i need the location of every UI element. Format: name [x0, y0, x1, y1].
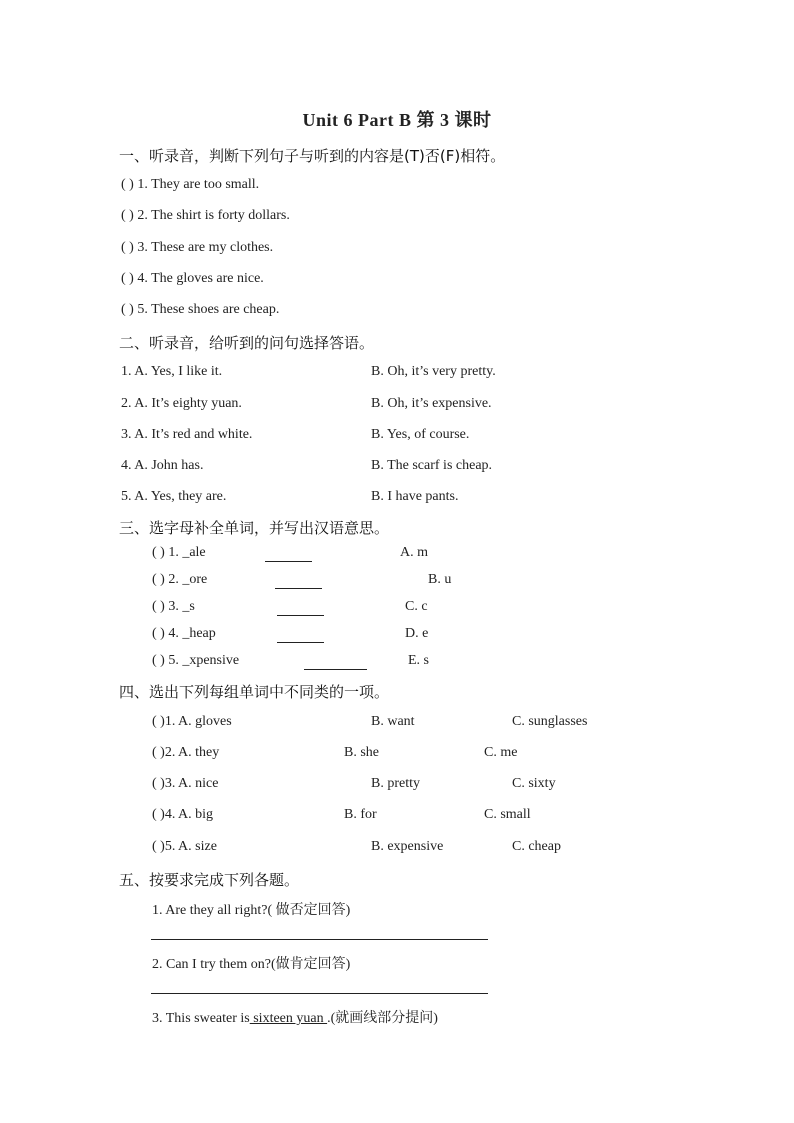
s3-option-b: B. u — [428, 572, 452, 587]
s4-item-4-b: B. for — [344, 807, 377, 822]
page-title: Unit 6 Part B 第 3 课时 — [302, 110, 492, 130]
s3-meaning-blank-1[interactable] — [265, 547, 312, 562]
s5-question-3-prefix: 3. This sweater is — [152, 1011, 250, 1026]
s3-meaning-blank-2[interactable] — [275, 574, 322, 589]
s3-option-d: D. e — [405, 626, 429, 641]
s1-item-1: ( ) 1. They are too small. — [121, 177, 260, 192]
s3-item-2: ( ) 2. _ore — [152, 572, 208, 587]
s1-item-4: ( ) 4. The gloves are nice. — [121, 271, 264, 286]
s3-item-5: ( ) 5. _xpensive — [152, 653, 240, 668]
s4-item-1-c: C. sunglasses — [512, 714, 588, 729]
s4-item-2-a: ( )2. A. they — [152, 745, 220, 760]
s4-item-1-a: ( )1. A. gloves — [152, 714, 232, 729]
s5-question-3-suffix: .(就画线部分提问) — [327, 1011, 438, 1026]
s1-item-2: ( ) 2. The shirt is forty dollars. — [121, 208, 290, 223]
s2-item-2-a: 2. A. It’s eighty yuan. — [121, 396, 242, 411]
s4-item-5-a: ( )5. A. size — [152, 839, 217, 854]
s3-meaning-blank-5[interactable] — [304, 655, 367, 670]
s5-question-1: 1. Are they all right?( 做否定回答) — [152, 903, 351, 918]
s4-item-3-b: B. pretty — [371, 776, 420, 791]
s3-option-c: C. c — [405, 599, 428, 614]
s4-item-2-c: C. me — [484, 745, 518, 760]
s3-item-1: ( ) 1. _ale — [152, 545, 206, 560]
s2-item-3-b: B. Yes, of course. — [371, 427, 470, 442]
s4-item-1-b: B. want — [371, 714, 415, 729]
s2-item-5-b: B. I have pants. — [371, 489, 459, 504]
section-5-heading: 五、按要求完成下列各题。 — [119, 871, 300, 889]
s2-item-3-a: 3. A. It’s red and white. — [121, 427, 253, 442]
s2-item-1-b: B. Oh, it’s very pretty. — [371, 364, 496, 379]
s5-answer-line-1[interactable] — [151, 939, 488, 940]
s2-item-1-a: 1. A. Yes, I like it. — [121, 364, 223, 379]
section-4-heading: 四、选出下列每组单词中不同类的一项。 — [119, 683, 390, 701]
s4-item-3-a: ( )3. A. nice — [152, 776, 219, 791]
s5-answer-line-2[interactable] — [151, 993, 488, 994]
s5-question-3 — [152, 1007, 438, 1027]
s3-option-a: A. m — [400, 545, 428, 560]
s1-item-3: ( ) 3. These are my clothes. — [121, 240, 274, 255]
s2-item-5-a: 5. A. Yes, they are. — [121, 489, 227, 504]
s4-item-4-a: ( )4. A. big — [152, 807, 214, 822]
section-2-heading: 二、听录音，给听到的问句选择答语。 — [119, 334, 375, 352]
s3-meaning-blank-3[interactable] — [277, 601, 324, 616]
section-3-heading: 三、选字母补全单词，并写出汉语意思。 — [119, 519, 390, 537]
s3-item-4: ( ) 4. _heap — [152, 626, 216, 641]
s5-question-2: 2. Can I try them on?(做肯定回答) — [152, 957, 351, 972]
s4-item-3-c: C. sixty — [512, 776, 556, 791]
s4-item-4-c: C. small — [484, 807, 531, 822]
s4-item-5-c: C. cheap — [512, 839, 561, 854]
s2-item-4-b: B. The scarf is cheap. — [371, 458, 493, 473]
section-1-heading: 一、听录音，判断下列句子与听到的内容是(T)否(F)相符。 — [119, 147, 506, 165]
s3-item-3: ( ) 3. _s — [152, 599, 195, 614]
s2-item-4-a: 4. A. John has. — [121, 458, 204, 473]
s3-option-e: E. s — [408, 653, 429, 668]
s4-item-2-b: B. she — [344, 745, 379, 760]
s3-meaning-blank-4[interactable] — [277, 628, 324, 643]
s1-item-5: ( ) 5. These shoes are cheap. — [121, 302, 280, 317]
s2-item-2-b: B. Oh, it’s expensive. — [371, 396, 492, 411]
s4-item-5-b: B. expensive — [371, 839, 444, 854]
s5-question-3-underlined: sixteen yuan — [249, 1011, 328, 1026]
